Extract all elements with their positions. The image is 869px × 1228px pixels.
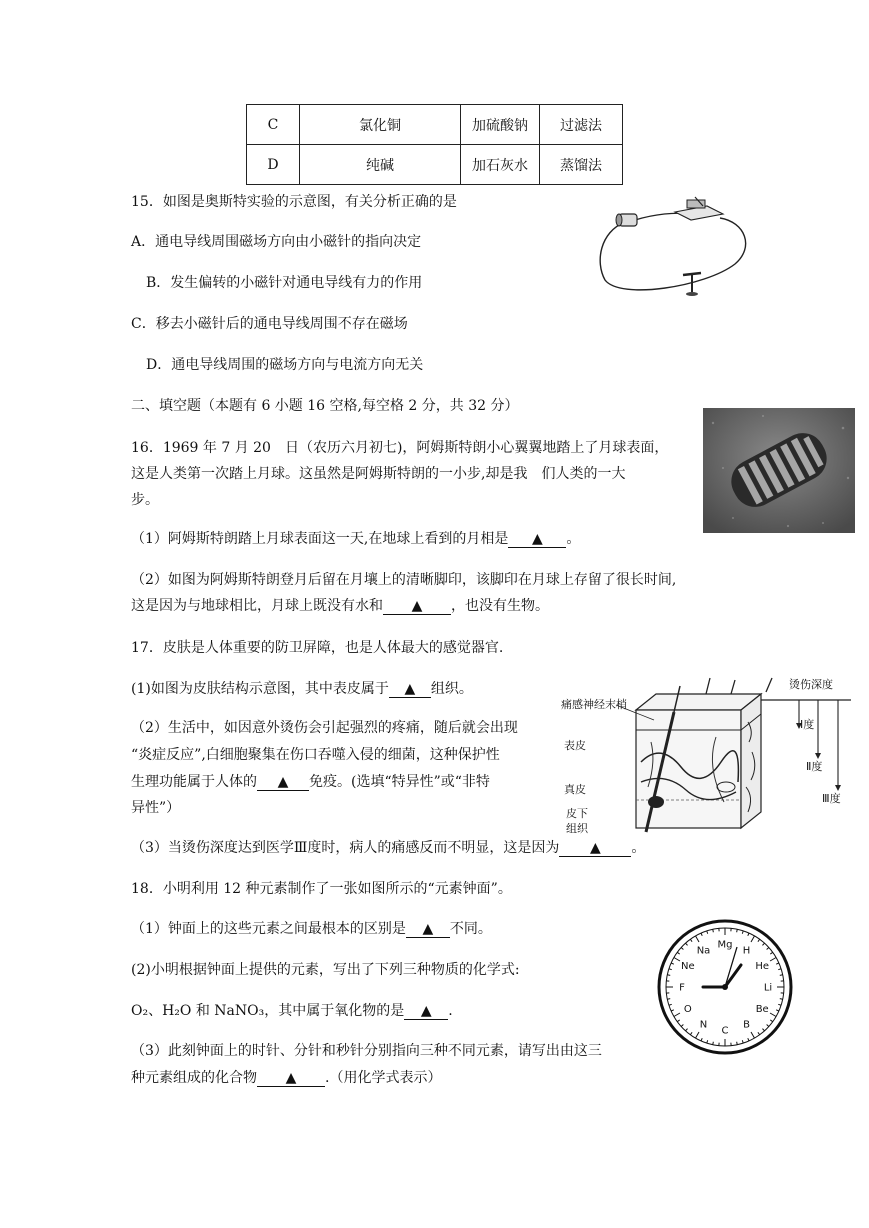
- question-16-line-3: 步。: [131, 492, 159, 508]
- question-17-part-1-text: (1)如图为皮肤结构示意图，其中表皮属于: [131, 681, 389, 697]
- label-burn-depth: 烫伤深度: [789, 678, 833, 691]
- table-cell: 过滤法: [540, 105, 623, 145]
- clock-element-label: He: [755, 961, 770, 972]
- answer-blank[interactable]: ▲: [559, 840, 631, 857]
- question-16-part-2-line-1: （2）如图为阿姆斯特朗登月后留在月壤上的清晰脚印，该脚印在月球上存留了很长时间,: [131, 572, 677, 588]
- question-18-part-3-line-2: [131, 1068, 441, 1088]
- question-18-stem: 18．小明利用 12 种元素制作了一张如图所示的“元素钟面”。: [131, 881, 512, 897]
- answer-blank[interactable]: ▲: [508, 531, 566, 548]
- question-17-part-3: （3）当烫伤深度达到医学Ⅲ度时，病人的痛感反而不明显，这是因为 ▲ 。: [131, 840, 646, 856]
- clock-element-label: B: [743, 1019, 750, 1031]
- clock-element-label: N: [699, 1019, 708, 1031]
- question-15-option-c: C．移去小磁针后的通电导线周围不存在磁场: [131, 316, 408, 332]
- clock-tick: [713, 1042, 714, 1045]
- table-cell: 加石灰水: [461, 145, 540, 185]
- question-18-formulas-text: O₂、H₂O 和 NaNO₃，其中属于氧化物的是: [131, 1003, 405, 1019]
- clock-element-label: Na: [696, 945, 711, 957]
- element-clock-figure: [655, 917, 795, 1057]
- table-cell: 蒸馏法: [540, 145, 623, 185]
- clock-tick: [713, 929, 714, 932]
- question-18-part-1-end: 不同。: [449, 921, 492, 937]
- question-17-part-1: [131, 679, 473, 699]
- question-18-part-3-end: .（用化学式表示）: [325, 1070, 442, 1086]
- table-cell: 纯碱: [300, 145, 461, 185]
- answer-blank[interactable]: ▲: [257, 1070, 325, 1087]
- clock-center: [722, 984, 728, 990]
- table-cell: 氯化铜: [300, 105, 461, 145]
- question-17-part-1-end: 组织。: [430, 681, 473, 697]
- question-16-line-1: 16．1969 年 7 月 20 日（农历六月初七)，阿姆斯特朗小心翼翼地踏上了月球表面，: [131, 440, 669, 456]
- clock-tick: [780, 999, 783, 1000]
- question-17-stem: 17．皮肤是人体重要的防卫屏障，也是人体最大的感觉器官.: [131, 640, 504, 656]
- label-degree-2: Ⅱ度: [806, 760, 823, 773]
- section-2-heading: 二、填空题（本题有 6 小题 16 空格,每空格 2 分，共 32 分）: [131, 398, 519, 414]
- question-15-stem: 15．如图是奥斯特实验的示意图，有关分析正确的是: [131, 194, 457, 210]
- question-16-part-2-text: 这是因为与地球相比，月球上既没有水和: [131, 598, 383, 614]
- clock-element-label: Be: [755, 1004, 769, 1015]
- question-17-part-2-line-4: 异性”）: [131, 800, 181, 816]
- answer-blank[interactable]: ▲: [389, 681, 431, 698]
- clock-element-label: Ne: [680, 961, 695, 972]
- table-cell: C: [247, 105, 300, 145]
- question-18-part-1: [131, 919, 492, 939]
- clock-tick: [737, 929, 738, 932]
- label-epidermis: 表皮: [564, 739, 586, 752]
- clock-element-label: H: [742, 945, 751, 957]
- question-16-part-1-text: （1）阿姆斯特朗踏上月球表面这一天,在地球上看到的月相是: [131, 531, 509, 547]
- table-cell: D: [247, 145, 300, 185]
- question-16-part-1: [131, 529, 580, 549]
- question-17-part-2-line-1: （2）生活中，如因意外烫伤会引起强烈的疼痛，随后就会出现: [131, 720, 518, 736]
- clock-element-label: O: [683, 1004, 692, 1015]
- label-degree-1: Ⅰ度: [800, 718, 815, 731]
- question-18-part-3-text: 种元素组成的化合物: [131, 1070, 257, 1086]
- clock-tick: [667, 975, 670, 976]
- clock-element-label: F: [679, 982, 685, 994]
- options-table: [246, 104, 623, 185]
- question-17-part-2-line-3: [131, 772, 490, 792]
- question-15-option-a: A．通电导线周围磁场方向由小磁针的指向决定: [131, 234, 422, 250]
- clock-tick: [780, 975, 783, 976]
- answer-blank[interactable]: ▲: [257, 774, 309, 791]
- label-nerve-endings: 痛感神经末梢: [561, 698, 627, 711]
- question-15-option-d: D．通电导线周围的磁场方向与电流方向无关: [146, 357, 424, 373]
- question-18-part-2-formulas: [131, 1001, 453, 1021]
- question-17-part-2-text: 生理功能属于人体的: [131, 774, 257, 790]
- clock-element-label: Li: [763, 982, 773, 994]
- question-16-part-2-end: ，也没有生物。: [451, 598, 549, 614]
- question-18-part-3-line-1: （3）此刻钟面上的时针、分针和秒针分别指向三种不同元素，请写出由这三: [131, 1043, 602, 1059]
- label-dermis: 真皮: [564, 783, 586, 796]
- question-17-part-2-line-3-end: 免疫。(选填“特异性”或“非特: [309, 774, 490, 790]
- table-row: [247, 105, 623, 145]
- table-row: [247, 145, 623, 185]
- question-16-part-2-line-2: [131, 596, 549, 616]
- label-degree-3: Ⅲ度: [822, 792, 841, 805]
- clock-tick: [737, 1042, 738, 1045]
- question-15-option-b: B．发生偏转的小磁针对通电导线有力的作用: [146, 275, 423, 291]
- table-cell: 加硫酸钠: [461, 105, 540, 145]
- oersted-experiment-figure: [595, 192, 755, 302]
- question-18-part-2: (2)小明根据钟面上提供的元素，写出了下列三种物质的化学式:: [131, 962, 520, 978]
- question-18-part-1-text: （1）钟面上的这些元素之间最根本的区别是: [131, 921, 406, 937]
- label-subcutis-1: 皮下: [566, 807, 588, 820]
- clock-tick: [667, 999, 670, 1000]
- question-18-part-2-end: .: [448, 1003, 453, 1019]
- answer-blank[interactable]: ▲: [404, 1003, 448, 1020]
- question-16-part-1-end: 。: [566, 531, 581, 547]
- skin-structure-figure: [556, 672, 856, 838]
- clock-element-label: C: [721, 1025, 729, 1037]
- question-17-part-3-text: （3）当烫伤深度达到医学Ⅲ度时，病人的痛感反而不明显，这是因为: [131, 840, 560, 856]
- question-16-line-2: 这是人类第一次踏上月球。这虽然是阿姆斯特朗的一小步,却是我 们人类的一大: [131, 466, 626, 482]
- question-17-part-2-line-2: “炎症反应”,白细胞聚集在伤口吞噬入侵的细菌，这种保护性: [131, 747, 500, 763]
- label-subcutis-2: 组织: [566, 822, 588, 835]
- answer-blank[interactable]: ▲: [383, 598, 451, 615]
- clock-element-label: Mg: [717, 939, 733, 951]
- moon-footprint-photo: [703, 408, 855, 533]
- answer-blank[interactable]: ▲: [406, 921, 450, 938]
